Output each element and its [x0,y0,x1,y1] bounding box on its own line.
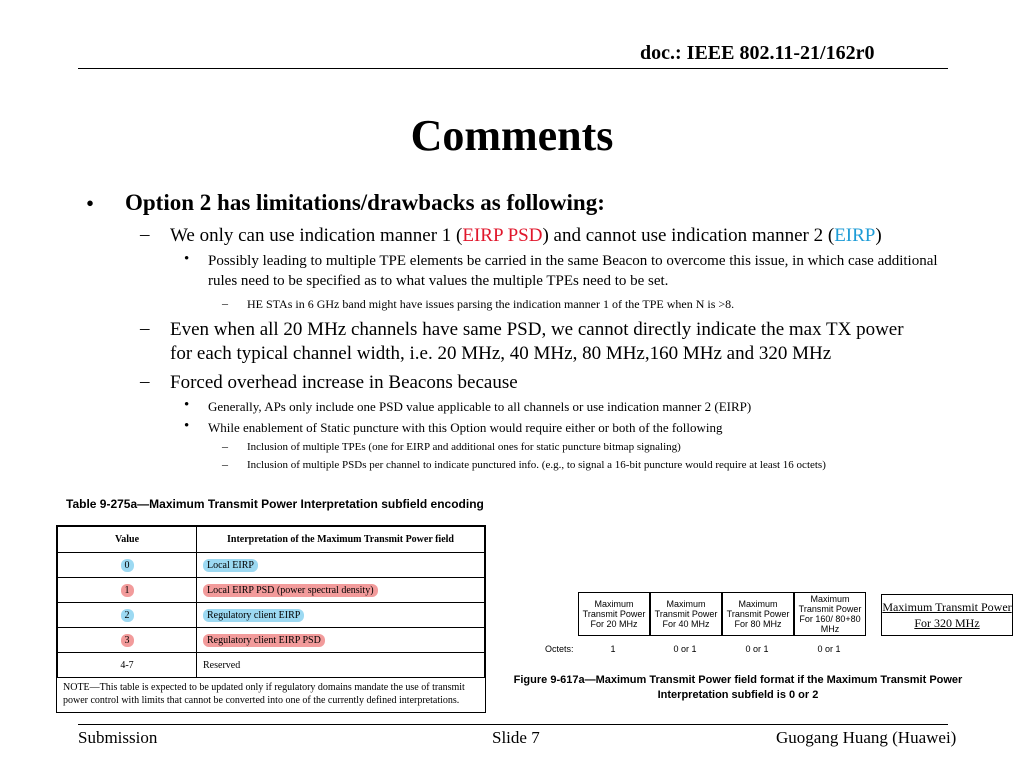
bullet-dot: • [184,418,190,434]
figure-caption-line2: Interpretation subfield is 0 or 2 [657,689,819,701]
table-cell-value [58,603,197,628]
table-cell-value [58,553,197,578]
value-text: 1 [121,584,134,597]
table-cell-interpretation [197,628,485,653]
bullet-dot: • [86,191,95,216]
field-cell: Maximum Transmit Power For 20 MHz [578,592,650,636]
table-row [58,628,485,653]
dash-marker: – [140,371,150,392]
interpretation-text: Regulatory client EIRP PSD [203,634,325,647]
slide-title: Comments [410,111,614,160]
table-caption: Table 9-275a—Maximum Transmit Power Interpretation subfield encoding [66,497,484,511]
field-cell: Maximum Transmit Power For 160/ 80+80 MHz [794,592,866,636]
octet-value: 1 [610,644,616,654]
table-row [58,578,485,603]
table-cell-interpretation [197,578,485,603]
table-cell-interpretation [197,603,485,628]
encoding-table [56,525,486,713]
interpretation-text: Reserved [203,659,241,671]
value-text: 3 [121,634,134,647]
table-row [58,553,485,578]
sub-item-static-puncture: While enablement of Static puncture with this Option would require either or both of the following [208,420,723,435]
dash-marker: – [222,296,228,310]
item-same-psd: Even when all 20 MHz channels have same PSD, we cannot directly indicate the max TX power for each typical channel width, i.e. 20 MHz, 40 MHz, 80 MHz,160 MHz and 320 MHz [170,319,904,364]
eirp-psd-text: EIRP PSD [462,225,543,246]
octet-value: 0 or 1 [673,644,697,654]
dash-marker: – [140,318,150,339]
value-text: 4-7 [120,659,134,671]
eirp-text: EIRP [834,225,876,246]
footer-submission: Submission [78,728,158,747]
table-row [58,653,485,678]
item1-middle: ) and cannot use indication manner 2 ( [542,225,835,246]
main-bullet: Option 2 has limitations/drawbacks as following: [125,190,605,215]
item1-suffix: ) [875,225,882,246]
value-text: 2 [121,609,134,622]
interpretation-text: Local EIRP [203,559,258,572]
item-overhead: Forced overhead increase in Beacons because [170,372,518,393]
header-rule [78,68,948,69]
subsub-he-stas: HE STAs in 6 GHz band might have issues parsing the indication manner 1 of the TPE when N is >8. [247,297,735,311]
interpretation-text: Local EIRP PSD (power spectral density) [203,584,378,597]
table-row [58,603,485,628]
table-cell-value [58,653,197,678]
interpretation-text: Regulatory client EIRP [203,609,304,622]
bullet-dot: • [184,397,190,413]
table-cell-value [58,628,197,653]
item1-prefix: We only can use indication manner 1 ( [170,225,463,246]
octet-value: 0 or 1 [745,644,769,654]
bullet-dot: • [184,251,190,267]
subsub-multiple-tpes: Inclusion of multiple TPEs (one for EIRP and additional ones for static puncture bitmap signaling) [247,441,681,453]
octet-value: 0 or 1 [817,644,841,654]
field-cell: Maximum Transmit Power For 40 MHz [650,592,722,636]
dash-marker: – [222,439,228,453]
field-cell: Maximum Transmit Power For 80 MHz [722,592,794,636]
table-header-interpretation: Interpretation of the Maximum Transmit Power field [197,527,485,553]
dash-marker: – [222,457,228,471]
sub-item-multiple-tpe: Possibly leading to multiple TPE elements be carried in the same Beacon to overcome this issue, in which case additional rules need to be specified as to what values the multiple TPEs need to be set. [208,253,938,289]
figure-caption-line1: Figure 9-617a—Maximum Transmit Power field format if the Maximum Transmit Power [513,674,963,686]
table-cell-interpretation [197,653,485,678]
table-header-value: Value [58,527,197,553]
table-note: NOTE—This table is expected to be updated only if regulatory domains mandate the use of transmit power control with limits that cannot be converted into one of the currently defined interpretations. [63,682,465,706]
table-cell-value [58,578,197,603]
footer-rule [78,724,948,725]
field-320mhz: Maximum Transmit Power For 320 MHz [881,594,1013,636]
dash-marker: – [140,224,150,245]
table-cell-interpretation [197,553,485,578]
subsub-multiple-psds: Inclusion of multiple PSDs per channel to indicate punctured info. (e.g., to signal a 16-bit puncture would require at least 16 octets) [247,459,826,471]
slide-number: Slide 7 [492,728,540,747]
footer-author: Guogang Huang (Huawei) [776,728,957,747]
value-text: 0 [121,559,134,572]
octets-label: Octets: [545,644,574,654]
doc-id: doc.: IEEE 802.11-21/162r0 [640,42,875,64]
figure-caption [488,673,988,703]
sub-item-psd-value: Generally, APs only include one PSD value applicable to all channels or use indication manner 2 (EIRP) [208,399,752,414]
item-indication-manner [170,224,930,248]
